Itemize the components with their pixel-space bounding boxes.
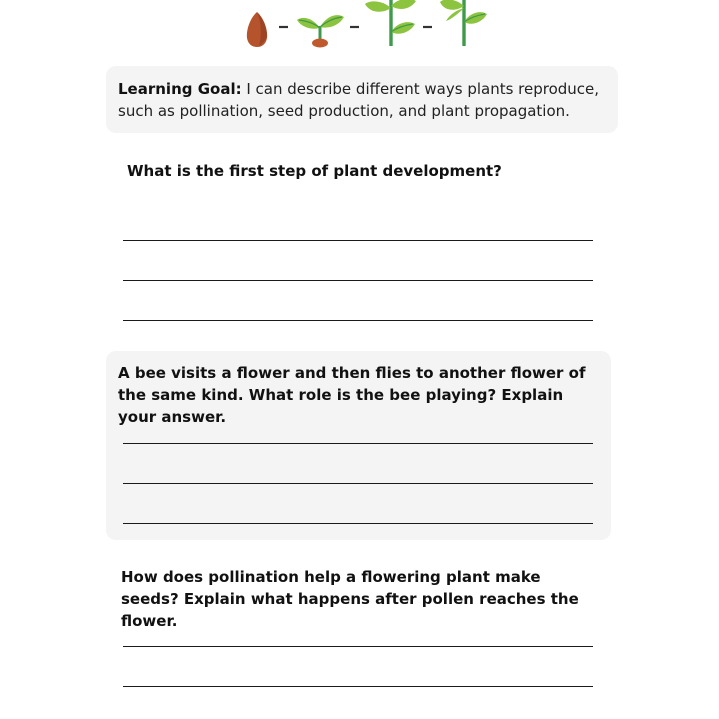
answer-line[interactable] — [123, 523, 593, 524]
plant-growth-stages — [0, 0, 719, 52]
learning-goal-text: I can describe different ways plants reproduce, such as pollination, seed production, and plant propagation. — [118, 80, 600, 120]
sprout-icon — [297, 15, 344, 47]
question-3-text: How does pollination help a flowering plant make seeds? Explain what happens after pollen reaches the flower. — [121, 568, 579, 630]
answer-line[interactable] — [123, 686, 593, 687]
learning-goal-label: Learning Goal: — [118, 80, 242, 98]
answer-line[interactable] — [123, 240, 593, 241]
young-plant-icon — [440, 0, 487, 46]
learning-goal-box — [106, 66, 618, 133]
seedling-icon — [365, 0, 416, 46]
answer-line[interactable] — [123, 483, 593, 484]
answer-line[interactable] — [123, 646, 593, 647]
question-1-text: What is the first step of plant development? — [127, 162, 502, 180]
answer-line[interactable] — [123, 443, 593, 444]
answer-line[interactable] — [123, 320, 593, 321]
answer-line[interactable] — [123, 280, 593, 281]
question-2-text: A bee visits a flower and then flies to another flower of the same kind. What role is the bee playing? Explain your answer. — [118, 364, 586, 426]
seed-icon — [247, 12, 267, 47]
